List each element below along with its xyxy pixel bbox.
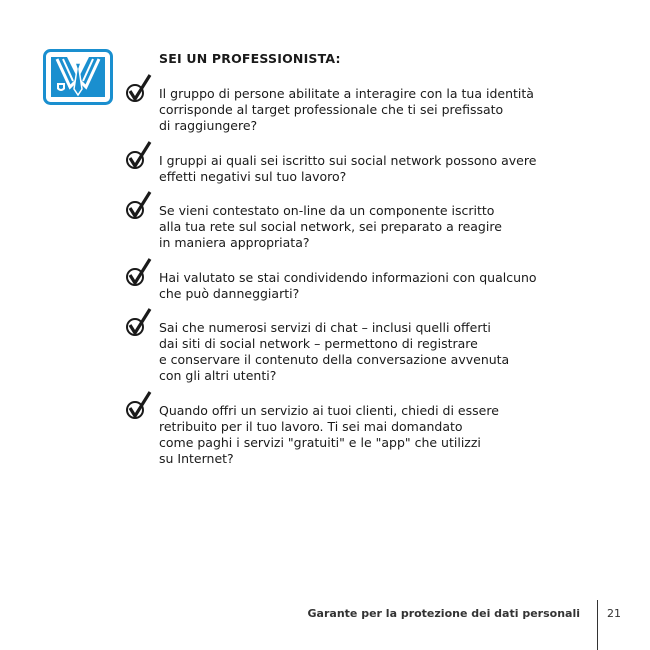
section-heading: SEI UN PROFESSIONISTA:: [159, 51, 341, 66]
checkmark-circle-icon: [124, 256, 154, 288]
item-text: I gruppi ai quali sei iscritto sui social network possono avere effetti negativi sul tuo lavoro?: [159, 153, 537, 184]
item-text: Quando offri un servizio ai tuoi clienti, chiedi di essere retribuito per il tuo lavoro. Ti sei mai domandato come paghi i servizi "gratuiti" e le "app" che utilizzi su Internet?: [159, 403, 499, 466]
checkmark-circle-icon: [124, 306, 154, 338]
checkmark-circle-icon: [124, 139, 154, 171]
footer-divider: [597, 600, 598, 650]
checkmark-circle-icon: [124, 389, 154, 421]
footer-title: Garante per la protezione dei dati personali: [307, 607, 580, 620]
page-number: 21: [607, 607, 621, 620]
item-text: Hai valutato se stai condividendo informazioni con qualcuno che può danneggiarti?: [159, 270, 537, 301]
item-text: Sai che numerosi servizi di chat – inclusi quelli offerti dai siti di social network – permettono di registrare e conservare il contenuto della conversazione avvenuta con gli altri utenti?: [159, 320, 510, 383]
checkmark-circle-icon: [124, 72, 154, 104]
professional-suit-tie-icon: [43, 49, 113, 105]
item-text: Il gruppo di persone abilitate a interagire con la tua identità corrisponde al target professionale che ti sei prefissato di raggiungere?: [159, 86, 534, 133]
item-text: Se vieni contestato on-line da un componente iscritto alla tua rete sul social network, sei preparato a reagire in maniera appropriata?: [159, 203, 502, 250]
checkmark-circle-icon: [124, 189, 154, 221]
